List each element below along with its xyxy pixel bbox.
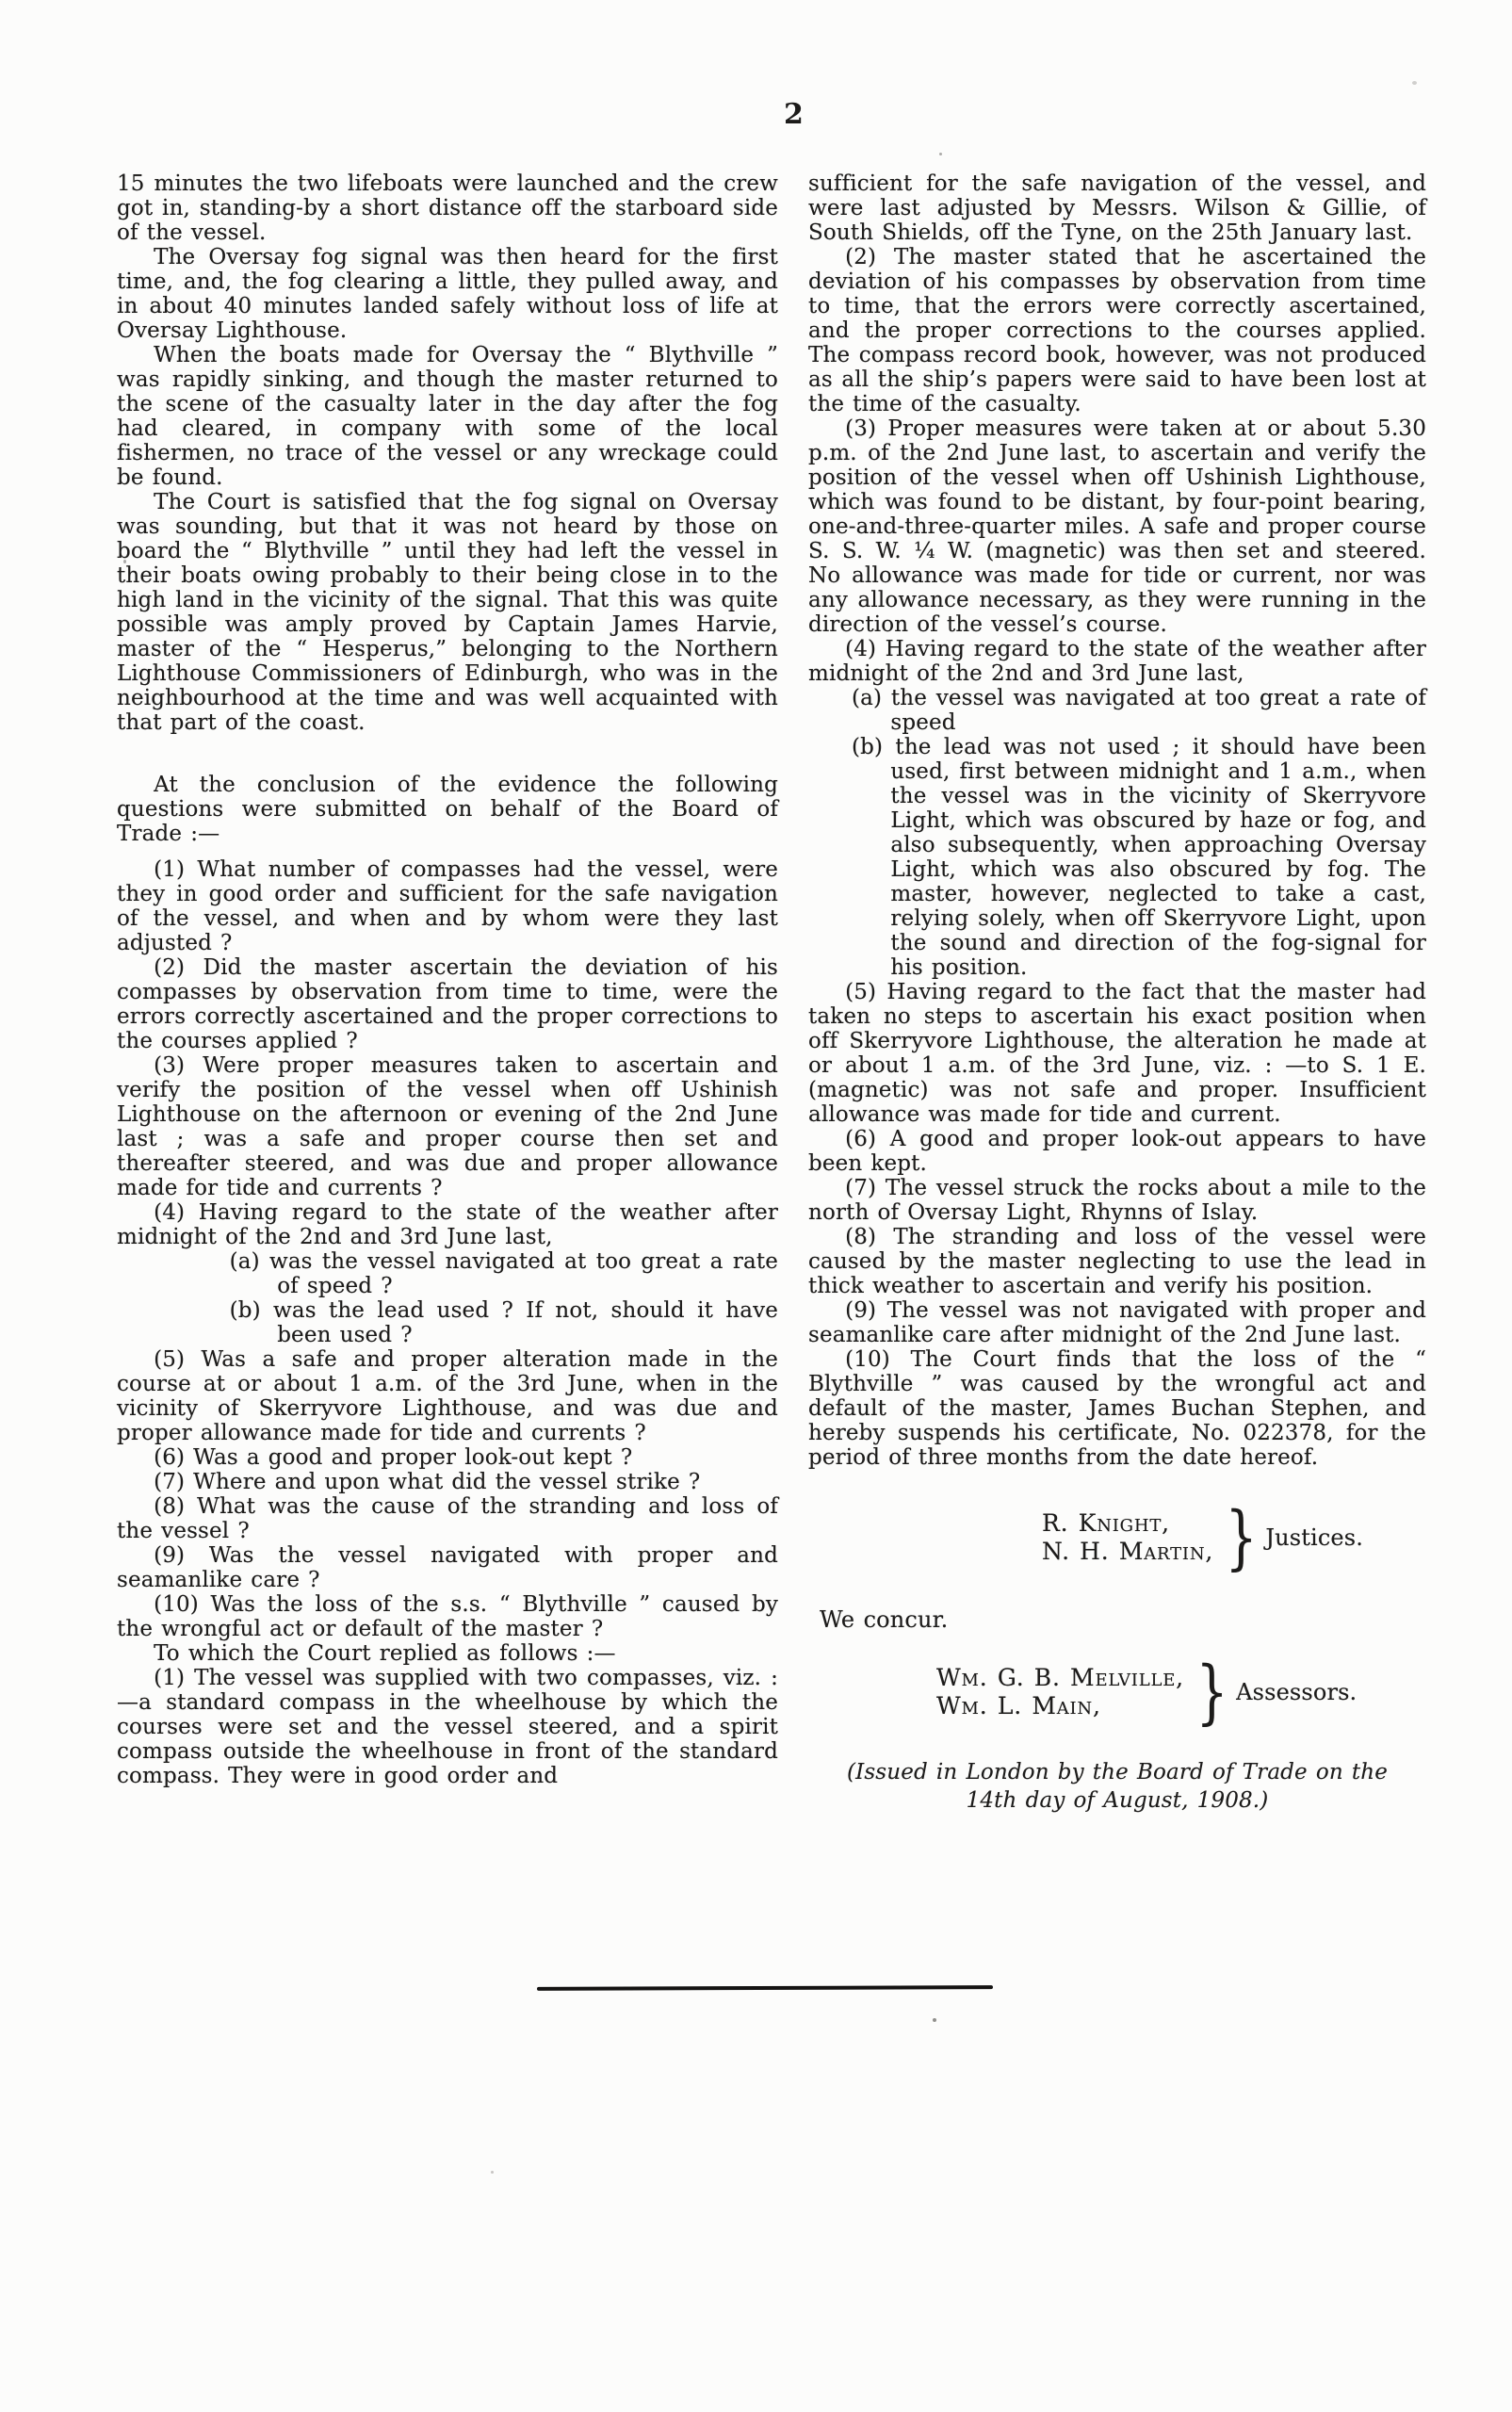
paragraph: (4) Having regard to the state of the weather after midnight of the 2nd and 3rd June last, <box>808 637 1426 686</box>
paragraph: (7) Where and upon what did the vessel strike ? <box>154 1470 701 1494</box>
paragraph: sufficient for the safe navigation of the vessel, and were last adjusted by Messrs. Wilson & Gillie, of South Shields, off the Tyne, on the 25th January last. <box>808 171 1426 245</box>
paragraph: (5) Was a safe and proper alteration made in the course at or about 1 a.m. of the 3rd June, when in the vicinity of Skerryvore Lighthouse, and was due and proper allowance made for tide and currents ? <box>117 1347 778 1445</box>
assessor-name-main: Wm. L. Main, <box>936 1692 1101 1719</box>
paragraph: (10) The Court finds that the loss of the “ Blythville ” was caused by the wrongful act and default of the master, James Buchan Stephen, and hereby suspends his certificate, No. 022378, for the period of three months from the date hereof. <box>808 1347 1426 1470</box>
paragraph: (3) Were proper measures taken to ascertain and verify the position of the vessel when off Ushinish Lighthouse on the afternoon or evening of the 2nd June last ; was a safe and proper course then set and thereafter steered, and was due and proper allowance made for tide and currents ? <box>117 1053 778 1200</box>
left-column <box>117 171 778 1788</box>
paragraph: (10) Was the loss of the s.s. “ Blythville ” caused by the wrongful act or default of the master ? <box>117 1592 778 1641</box>
assessor-name-melville: Wm. G. B. Melville, <box>936 1664 1184 1691</box>
page-number: 2 <box>784 98 804 131</box>
scan-speck <box>491 2171 494 2174</box>
assessors-role-label: Assessors. <box>1236 1679 1358 1705</box>
paragraph: (8) The stranding and loss of the vessel were caused by the master neglecting to use the lead in thick weather to ascertain and verify his position. <box>808 1225 1426 1298</box>
brace-glyph: } <box>1225 1497 1258 1578</box>
scan-speck <box>933 2018 936 2022</box>
paragraph: (a) the vessel was navigated at too great a rate of speed <box>852 686 1426 735</box>
right-column-text <box>808 171 1426 1470</box>
paragraph: (3) Proper measures were taken at or about 5.30 p.m. of the 2nd June last, to ascertain and verify the position of the vessel when off Ushinish Lighthouse, which was found to be distant, by four-point bearing, one-and-three-quarter miles. A safe and proper course S. S. W. ¼ W. (magnetic) was then set and steered. No allowance was made for tide or current, nor was any allowance necessary, as they were running in the direction of the vessel’s course. <box>808 416 1426 637</box>
issued-note: (Issued in London by the Board of Trade on the 14th day of August, 1908.) <box>846 1760 1389 1813</box>
assessors-signature-block <box>808 1652 1426 1733</box>
paragraph: (9) Was the vessel navigated with proper and seamanlike care ? <box>117 1543 778 1592</box>
justice-name-martin: N. H. Martin, <box>1042 1538 1214 1565</box>
justices-names <box>1042 1509 1213 1566</box>
assessors-names <box>936 1664 1184 1720</box>
scan-speck <box>939 153 942 155</box>
paragraph: The Oversay fog signal was then heard for the first time, and, the fog clearing a little, they pulled away, and in about 40 minutes landed safely without loss of life at Oversay Lighthouse. <box>117 245 778 343</box>
we-concur-text: We concur. <box>820 1606 949 1633</box>
paragraph: (1) What number of compasses had the vessel, were they in good order and sufficient for the safe navigation of the vessel, and when and by whom were they last adjusted ? <box>117 857 778 955</box>
paragraph: (6) A good and proper look-out appears to have been kept. <box>808 1127 1426 1176</box>
justice-name-knight: R. Knight, <box>1042 1509 1170 1537</box>
paragraph: (a) was the vessel navigated at too great a rate of speed ? <box>229 1249 778 1298</box>
scan-speck <box>1412 81 1417 85</box>
scan-speck <box>1360 1381 1363 1384</box>
paragraph: (7) The vessel struck the rocks about a mile to the north of Oversay Light, Rhynns of Islay. <box>808 1176 1426 1225</box>
paragraph: 15 minutes the two lifeboats were launched and the crew got in, standing-by a short distance off the starboard side of the vessel. <box>117 171 778 245</box>
paragraph: (1) The vessel was supplied with two compasses, viz. :—a standard compass in the wheelhouse by which the courses were set and the vessel steered, and a spirit compass outside the wheelhouse in front of the standard compass. They were in good order and <box>117 1666 778 1788</box>
paragraph: (b) was the lead used ? If not, should it have been used ? <box>229 1298 778 1347</box>
right-column <box>808 171 1426 1815</box>
justices-signature-block <box>808 1497 1426 1578</box>
paragraph: (5) Having regard to the fact that the master had taken no steps to ascertain his exact position when off Skerryvore Lighthouse, the alteration he made at or about 1 a.m. of the 3rd June, viz. : —to S. 1 E. (magnetic) was not safe and proper. Insufficient allowance was made for tide and current. <box>808 980 1426 1127</box>
paragraph: The Court is satisfied that the fog signal on Oversay was sounding, but that it was not heard by those on board the “ Blythville ” until they had left the vessel in their boats owing probably to their being close in to the high land in the vicinity of the signal. That this was quite possible was amply proved by Captain James Harvie, master of the “ Hesperus,” belonging to the Northern Lighthouse Commissioners of Edinburgh, who was in the neighbourhood at the time and was well acquainted with that part of the coast. <box>117 490 778 735</box>
brace-glyph: } <box>1195 1652 1228 1733</box>
paragraph: When the boats made for Oversay the “ Blythville ” was rapidly sinking, and though the master returned to the scene of the casualty later in the day after the fog had cleared, in company with some of the local fishermen, no trace of the vessel or any wreckage could be found. <box>117 343 778 490</box>
divider-rule <box>537 1985 993 1991</box>
paragraph: (8) What was the cause of the stranding and loss of the vessel ? <box>117 1494 778 1543</box>
justices-role-label: Justices. <box>1265 1524 1364 1551</box>
paragraph: To which the Court replied as follows :— <box>154 1641 616 1666</box>
paragraph: (2) Did the master ascertain the deviation of his compasses by observation from time to time, were the errors correctly ascertained and the proper corrections to the courses applied ? <box>117 955 778 1053</box>
paragraph: (9) The vessel was not navigated with proper and seamanlike care after midnight of the 2nd June last. <box>808 1298 1426 1347</box>
paragraph: (4) Having regard to the state of the weather after midnight of the 2nd and 3rd June last, <box>117 1200 778 1249</box>
paragraph: At the conclusion of the evidence the following questions were submitted on behalf of the Board of Trade :— <box>117 773 778 846</box>
scan-speck <box>123 560 126 563</box>
paragraph: (6) Was a good and proper look-out kept ? <box>154 1445 633 1470</box>
paragraph: (2) The master stated that he ascertained the deviation of his compasses by observation from time to time, that the errors were correctly ascertained, and the proper corrections to the courses applied. The compass record book, however, was not produced as all the ship’s papers were said to have been lost at the time of the casualty. <box>808 245 1426 416</box>
paragraph: (b) the lead was not used ; it should have been used, first between midnight and 1 a.m., when the vessel was in the vicinity of Skerryvore Light, which was obscured by haze or fog, and also subsequently, when approaching Oversay Light, which was also obscured by fog. The master, however, neglected to take a cast, relying solely, when off Skerryvore Light, upon the sound and direction of the fog-signal for his position. <box>852 735 1426 980</box>
